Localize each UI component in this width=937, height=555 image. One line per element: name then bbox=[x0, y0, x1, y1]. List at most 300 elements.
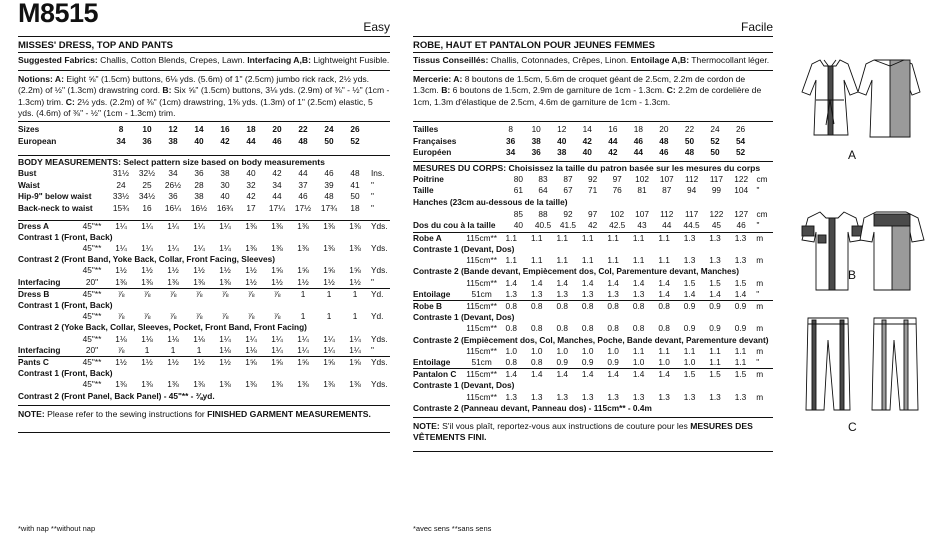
spacer bbox=[486, 124, 498, 136]
value-cell: 1.4 bbox=[505, 277, 518, 288]
value-cell: 0.8 bbox=[600, 300, 625, 312]
unit-cell: Ins. bbox=[371, 168, 385, 179]
value-cell: 1¼ bbox=[271, 333, 283, 344]
value-cell: 30 bbox=[220, 179, 230, 190]
value-cell: 1¼ bbox=[323, 344, 335, 355]
value-cell: 1⅝ bbox=[323, 265, 335, 276]
sizes-label: Tailles bbox=[413, 124, 439, 134]
value-cell: ⅞ bbox=[169, 311, 177, 322]
table-row bbox=[413, 185, 773, 197]
value-cell: 10 bbox=[142, 124, 152, 134]
unit-cell: m bbox=[756, 391, 764, 402]
value-cell: 17¾ bbox=[320, 202, 338, 213]
value-cell: 1.1 bbox=[709, 356, 721, 367]
value-cell: 1½ bbox=[323, 276, 335, 287]
value-cell: 40 bbox=[582, 147, 592, 158]
value-cell: 102 bbox=[635, 173, 649, 184]
value-cell: 46 bbox=[659, 147, 669, 158]
view-label: Interfacing bbox=[18, 344, 61, 355]
unit-cell: Yds. bbox=[371, 242, 388, 253]
section-heading: Contraste 1 (Devant, Dos) bbox=[413, 380, 515, 391]
value-cell: 46 bbox=[736, 220, 746, 231]
figure-c-label: C bbox=[848, 420, 857, 434]
value-cell: 40.5 bbox=[534, 220, 552, 231]
value-cell: 1.0 bbox=[658, 356, 670, 367]
value-cell: 67 bbox=[563, 185, 573, 196]
view-label bbox=[18, 265, 76, 276]
section-heading: Contrast 1 (Front, Back) bbox=[18, 299, 113, 310]
value-cell: 1⅜ bbox=[115, 276, 127, 287]
value-cell: 50 bbox=[684, 135, 695, 146]
value-cell: 1.4 bbox=[549, 369, 574, 381]
value-cell: 1⅜ bbox=[141, 379, 153, 390]
section-row bbox=[413, 244, 773, 255]
spacer bbox=[486, 147, 498, 159]
value-cell: 36 bbox=[506, 135, 516, 146]
value-cell: 1.5 bbox=[709, 277, 721, 288]
view-label bbox=[18, 379, 76, 390]
value-cell: 1⅜ bbox=[167, 276, 179, 287]
section-heading: Contrast 2 (Yoke Back, Collar, Sleeves, Pocket, Front Band, Front Facing) bbox=[18, 322, 307, 333]
fabric-width: 115cm** bbox=[466, 391, 497, 402]
value-cell: 44 bbox=[608, 135, 618, 146]
value-cell: 0.8 bbox=[505, 323, 518, 334]
unit-cell: m bbox=[753, 300, 773, 312]
value-cell: 1 bbox=[144, 344, 150, 355]
unit-cell: Yds. bbox=[371, 333, 388, 344]
table-row bbox=[18, 124, 390, 136]
section-heading: Contrast 2 (Front Band, Yoke Back, Collar, Front Facing, Sleeves) bbox=[18, 254, 275, 265]
spacer bbox=[486, 136, 498, 148]
fabric-width: 45"** bbox=[82, 265, 102, 276]
section-heading: Contrast 2 (Front Panel, Back Panel) - 45"** - ⅜yd. bbox=[18, 390, 215, 401]
section-row bbox=[413, 335, 773, 346]
section-heading: Contraste 2 (Empiècement dos, Col, Manches, Poche, Bande devant, Parementure devant) bbox=[413, 334, 769, 345]
value-cell: ⅞ bbox=[186, 288, 212, 300]
section-row bbox=[18, 232, 390, 243]
value-cell: 1.1 bbox=[505, 255, 518, 266]
value-cell: 46 bbox=[298, 191, 308, 202]
spacer bbox=[100, 168, 108, 180]
value-cell: 1⅝ bbox=[316, 357, 342, 369]
value-cell: 1.3 bbox=[734, 255, 747, 266]
value-cell: 32½ bbox=[138, 168, 156, 179]
yardage-table bbox=[18, 220, 390, 402]
value-cell: 16¼ bbox=[164, 202, 182, 213]
value-cell: 34½ bbox=[138, 191, 156, 202]
value-cell: 1.0 bbox=[607, 345, 619, 356]
value-cell: 0.9 bbox=[556, 356, 568, 367]
view-label bbox=[18, 311, 76, 322]
value-cell: 122 bbox=[709, 208, 724, 219]
value-cell: 1¼ bbox=[115, 242, 127, 253]
value-cell: 38 bbox=[531, 135, 541, 146]
value-cell: 85 bbox=[513, 208, 523, 219]
value-cell: ⅞ bbox=[264, 288, 290, 300]
table-row bbox=[413, 255, 773, 266]
value-cell: 1½ bbox=[167, 265, 179, 276]
unit-cell bbox=[368, 136, 390, 148]
value-cell: 61 bbox=[513, 185, 523, 196]
value-cell: 1⅜ bbox=[349, 242, 361, 253]
spacer bbox=[100, 180, 108, 192]
table-row bbox=[18, 203, 390, 215]
value-cell: ⅞ bbox=[117, 311, 125, 322]
section-row bbox=[413, 266, 773, 277]
table-row bbox=[413, 369, 773, 381]
unit-cell: Yd. bbox=[371, 311, 384, 322]
value-cell: 1⅝ bbox=[238, 357, 264, 369]
value-cell: 1.1 bbox=[626, 232, 651, 244]
value-cell: 97 bbox=[587, 208, 598, 219]
value-cell: 0.8 bbox=[530, 323, 543, 334]
value-cell: 50 bbox=[710, 147, 720, 158]
unit-cell bbox=[753, 136, 773, 148]
value-cell: ⅞ bbox=[247, 311, 255, 322]
footnote: *with nap **without nap bbox=[18, 524, 96, 533]
table-row bbox=[413, 346, 773, 357]
value-cell: 28 bbox=[194, 179, 204, 190]
value-cell: 81 bbox=[637, 185, 647, 196]
unit-cell: m bbox=[753, 369, 773, 381]
unit-cell: Yds. bbox=[371, 379, 388, 390]
value-cell: ⅞ bbox=[134, 288, 160, 300]
value-cell: 64 bbox=[538, 185, 548, 196]
value-cell: 1 bbox=[290, 288, 316, 300]
value-cell: 41.5 bbox=[559, 220, 577, 231]
table-row bbox=[18, 191, 390, 203]
figure-a-label: A bbox=[848, 148, 857, 162]
value-cell: 16¾ bbox=[216, 202, 234, 213]
value-cell: 0.9 bbox=[702, 300, 727, 312]
value-cell: 54 bbox=[735, 135, 746, 146]
view-label bbox=[413, 346, 465, 357]
value-cell: 0.8 bbox=[607, 323, 619, 334]
value-cell: 1.3 bbox=[683, 255, 696, 266]
value-cell: 1.4 bbox=[600, 369, 625, 381]
value-cell: 1⅛ bbox=[167, 333, 179, 344]
value-cell: ⅞ bbox=[195, 311, 203, 322]
value-cell: 1.1 bbox=[683, 345, 696, 356]
value-cell: 1.4 bbox=[632, 277, 645, 288]
value-cell: 127 bbox=[734, 208, 749, 219]
value-cell: 1¼ bbox=[108, 220, 134, 232]
value-cell: 1.5 bbox=[677, 369, 702, 381]
unit-cell: m bbox=[756, 255, 764, 266]
figure-b-label: B bbox=[848, 268, 857, 282]
value-cell: 48 bbox=[684, 147, 695, 158]
value-cell: 1½ bbox=[108, 357, 134, 369]
value-cell: 44 bbox=[662, 220, 672, 231]
value-cell: 1.5 bbox=[734, 277, 747, 288]
value-cell: 1¼ bbox=[219, 242, 231, 253]
value-cell: 1½ bbox=[134, 357, 160, 369]
value-cell: 12 bbox=[557, 124, 567, 134]
unit-cell: m bbox=[753, 232, 773, 244]
value-cell: 1.1 bbox=[524, 232, 549, 244]
body-measurements-heading: BODY MEASUREMENTS: Select pattern size based on body measurements bbox=[18, 157, 325, 168]
value-cell: 1⅜ bbox=[141, 276, 153, 287]
value-cell: 16 bbox=[608, 124, 618, 134]
value-cell: 22 bbox=[298, 124, 308, 134]
value-cell: 1.1 bbox=[632, 345, 645, 356]
value-cell: 87 bbox=[662, 185, 672, 196]
unit-cell bbox=[753, 147, 773, 159]
value-cell: ⅞ bbox=[160, 288, 186, 300]
body-measurements-heading-fr: MESURES DU CORPS: Choisissez la taille du patron basée sur les mesures du corps bbox=[413, 162, 761, 173]
body-label: Back-neck to waist bbox=[18, 202, 93, 213]
value-cell: 1 bbox=[170, 344, 176, 355]
value-cell: 0.8 bbox=[505, 356, 518, 367]
value-cell: 117 bbox=[709, 173, 724, 184]
value-cell: 1.4 bbox=[556, 277, 568, 288]
value-cell: 8 bbox=[118, 124, 124, 134]
unit-cell: Yds. bbox=[368, 357, 390, 369]
table-row bbox=[413, 197, 773, 209]
value-cell: 1.4 bbox=[530, 277, 543, 288]
value-cell: 1.0 bbox=[683, 356, 696, 367]
value-cell: 1.3 bbox=[505, 391, 518, 402]
fabric-width: 51cm bbox=[471, 288, 492, 299]
value-cell: 8 bbox=[508, 124, 513, 134]
value-cell: 112 bbox=[660, 208, 674, 219]
value-cell: 0.8 bbox=[575, 300, 600, 312]
value-cell: 1.5 bbox=[683, 277, 696, 288]
value-cell: 1½ bbox=[297, 276, 309, 287]
value-cell: 88 bbox=[538, 208, 548, 219]
value-cell: 1.3 bbox=[683, 391, 696, 402]
value-cell: 42 bbox=[272, 168, 282, 179]
value-cell: 1½ bbox=[219, 265, 231, 276]
value-cell: 42 bbox=[587, 220, 598, 231]
value-cell: 0.9 bbox=[709, 323, 721, 334]
spacer bbox=[100, 203, 108, 215]
view-label bbox=[413, 255, 465, 266]
view-label bbox=[18, 243, 76, 254]
table-row bbox=[18, 220, 390, 232]
value-cell: 1.3 bbox=[709, 255, 721, 266]
yardage-table-fr bbox=[413, 232, 773, 414]
view-label: Robe B bbox=[413, 300, 465, 312]
table-row bbox=[18, 288, 390, 300]
value-cell: 44 bbox=[633, 147, 643, 158]
table-row bbox=[413, 289, 773, 301]
view-label: Dress B bbox=[18, 288, 76, 300]
value-cell: 0.8 bbox=[499, 300, 524, 312]
value-cell: 1¼ bbox=[349, 333, 361, 344]
fabric-width: 45"** bbox=[82, 242, 102, 253]
value-cell: 1.3 bbox=[734, 391, 747, 402]
spacer bbox=[496, 174, 507, 186]
technical-drawings bbox=[790, 0, 937, 550]
value-cell: 1⅛ bbox=[115, 333, 127, 344]
value-cell: 1.3 bbox=[702, 232, 727, 244]
value-cell: 1⅛ bbox=[245, 344, 257, 355]
value-cell: 1 bbox=[342, 288, 368, 300]
spacer bbox=[100, 124, 108, 136]
value-cell: 1⅜ bbox=[297, 379, 309, 390]
value-cell: ⅞ bbox=[273, 311, 281, 322]
value-cell: 1.3 bbox=[505, 288, 518, 299]
value-cell: 36 bbox=[194, 168, 204, 179]
table-row bbox=[413, 357, 773, 369]
value-cell: 26½ bbox=[164, 179, 182, 190]
unit-cell: Yds. bbox=[371, 265, 388, 276]
value-cell: 1¼ bbox=[297, 333, 309, 344]
value-cell: 40 bbox=[220, 191, 230, 202]
value-cell: 44.5 bbox=[683, 220, 700, 231]
value-cell: 1⅜ bbox=[323, 242, 335, 253]
value-cell: 1⅜ bbox=[167, 379, 179, 390]
difficulty-level: Easy bbox=[363, 20, 390, 34]
value-cell: 87 bbox=[563, 173, 573, 184]
section-heading: Contrast 1 (Front, Back) bbox=[18, 231, 113, 242]
value-cell: 1⅜ bbox=[193, 379, 205, 390]
value-cell: 1¼ bbox=[134, 220, 160, 232]
value-cell: 36 bbox=[142, 135, 152, 146]
value-cell: 1⅜ bbox=[245, 242, 257, 253]
unit-cell: m bbox=[756, 277, 764, 288]
value-cell: 18 bbox=[246, 124, 256, 134]
value-cell: 1.3 bbox=[556, 288, 568, 299]
section-row bbox=[18, 322, 390, 333]
value-cell: 1.1 bbox=[530, 255, 543, 266]
value-cell: 40 bbox=[194, 135, 204, 146]
value-cell: 20 bbox=[272, 124, 282, 134]
view-label bbox=[413, 392, 465, 403]
fabric-width: 20" bbox=[85, 344, 99, 355]
value-cell: 34 bbox=[506, 147, 516, 158]
value-cell: 1½ bbox=[245, 276, 257, 287]
value-cell: 1⅛ bbox=[141, 333, 153, 344]
value-cell: 1.1 bbox=[499, 232, 524, 244]
value-cell: 1.1 bbox=[600, 232, 625, 244]
value-cell: 0.9 bbox=[728, 300, 753, 312]
table-row bbox=[18, 277, 390, 289]
european-label: European bbox=[18, 135, 57, 146]
unit-cell: Yds. bbox=[368, 220, 390, 232]
value-cell: 1⅜ bbox=[323, 379, 335, 390]
value-cell: 107 bbox=[635, 208, 649, 219]
value-cell: 71 bbox=[587, 185, 598, 196]
value-cell: 1⅜ bbox=[219, 276, 231, 287]
table-row bbox=[413, 392, 773, 403]
value-cell: 1½ bbox=[245, 265, 257, 276]
pattern-title: MISSES' DRESS, TOP AND PANTS bbox=[18, 40, 390, 53]
table-row bbox=[18, 180, 390, 192]
value-cell: 48 bbox=[298, 135, 308, 146]
unit-cell: " bbox=[371, 179, 374, 190]
value-cell: 42 bbox=[220, 135, 230, 146]
table-row bbox=[413, 124, 773, 136]
value-cell: 1.0 bbox=[581, 345, 594, 356]
unit-cell: cm bbox=[756, 208, 768, 219]
value-cell: 1⅜ bbox=[271, 242, 283, 253]
value-cell: 16 bbox=[220, 124, 230, 134]
value-cell: 34 bbox=[116, 135, 126, 146]
value-cell: 20 bbox=[659, 124, 669, 134]
value-cell: 1.3 bbox=[581, 288, 594, 299]
notions-text-fr: Mercerie: A: 8 boutons de 1.5cm, 5.6m de croquet géant de 2.5cm, 2.2m de cordon de 1.3cm. B: 6 boutons de 1.5cm, 2.9m de garniture de 1cm - 1.3cm. C: 2.2m de cordelière de 1cm, 1.3m d'élastique de 2.5cm, 4.6m de garniture de 1cm - 1.3cm. bbox=[413, 74, 762, 107]
value-cell: 0.8 bbox=[524, 300, 549, 312]
section-row bbox=[413, 312, 773, 323]
value-cell: ⅞ bbox=[143, 311, 151, 322]
value-cell: 1.3 bbox=[556, 391, 568, 402]
sizes-label: Sizes bbox=[18, 124, 40, 134]
value-cell: 1⅝ bbox=[349, 265, 361, 276]
table-row bbox=[413, 278, 773, 289]
body-label: Waist bbox=[18, 179, 40, 190]
value-cell: 1.1 bbox=[651, 232, 676, 244]
value-cell: 44 bbox=[246, 135, 256, 146]
dress-a-drawing bbox=[802, 60, 920, 137]
value-cell: 92 bbox=[563, 208, 573, 219]
fabric-width: 115cm** bbox=[466, 277, 497, 288]
table-row bbox=[18, 168, 390, 180]
section-heading: Contraste 1 (Devant, Dos) bbox=[413, 243, 515, 254]
value-cell: ⅞ bbox=[221, 311, 229, 322]
unit-cell: " bbox=[756, 356, 760, 367]
value-cell: 1½ bbox=[115, 265, 127, 276]
unit-cell: cm bbox=[756, 173, 768, 184]
unit-cell bbox=[368, 124, 390, 136]
value-cell: 1⅝ bbox=[297, 265, 309, 276]
view-label: Robe A bbox=[413, 232, 465, 244]
value-cell: 1⅝ bbox=[271, 265, 283, 276]
header bbox=[18, 0, 390, 37]
value-cell: 1⅛ bbox=[219, 344, 231, 355]
value-cell: 1.4 bbox=[734, 288, 747, 299]
value-cell: 1.0 bbox=[632, 356, 645, 367]
note: NOTE: Please refer to the sewing instructions for FINISHED GARMENT MEASUREMENTS. bbox=[18, 408, 371, 419]
value-cell: 76 bbox=[612, 185, 622, 196]
fabric-width: 20" bbox=[85, 276, 99, 287]
value-cell: 0.8 bbox=[632, 323, 645, 334]
value-cell: 97 bbox=[612, 173, 622, 184]
table-row bbox=[18, 311, 390, 322]
value-cell: ⅞ bbox=[238, 288, 264, 300]
value-cell: 1.4 bbox=[626, 369, 651, 381]
value-cell: 0.8 bbox=[581, 323, 594, 334]
value-cell: 1.3 bbox=[581, 391, 594, 402]
unit-cell: " bbox=[756, 288, 760, 299]
value-cell: 1.4 bbox=[651, 369, 676, 381]
value-cell: 0.9 bbox=[581, 356, 594, 367]
value-cell: 1⅜ bbox=[290, 220, 316, 232]
value-cell: 34 bbox=[168, 168, 178, 179]
fabrics-line-fr: Tissus Conseillés: Challis, Cotonnades, Crêpes, Linon. Entoilage A,B: Thermocollant léger. bbox=[413, 55, 770, 65]
view-label: Interfacing bbox=[18, 276, 61, 287]
table-row bbox=[413, 300, 773, 312]
value-cell: 12 bbox=[168, 124, 178, 134]
value-cell: 1¼ bbox=[349, 344, 361, 355]
value-cell: 34 bbox=[272, 179, 282, 190]
value-cell: 1¼ bbox=[186, 220, 212, 232]
value-cell: 1.4 bbox=[524, 369, 549, 381]
body-measurements-table-fr bbox=[413, 174, 773, 232]
spacer bbox=[100, 136, 108, 148]
value-cell: 26 bbox=[735, 124, 746, 134]
section-row bbox=[18, 368, 390, 379]
value-cell: 1.3 bbox=[728, 232, 753, 244]
value-cell: 1.1 bbox=[658, 345, 670, 356]
value-cell: 1¼ bbox=[323, 333, 335, 344]
size-table bbox=[18, 124, 390, 147]
value-cell: 1.1 bbox=[709, 345, 721, 356]
fabric-width: 115cm** bbox=[466, 255, 497, 266]
unit-cell: m bbox=[756, 345, 764, 356]
table-row bbox=[413, 174, 773, 186]
